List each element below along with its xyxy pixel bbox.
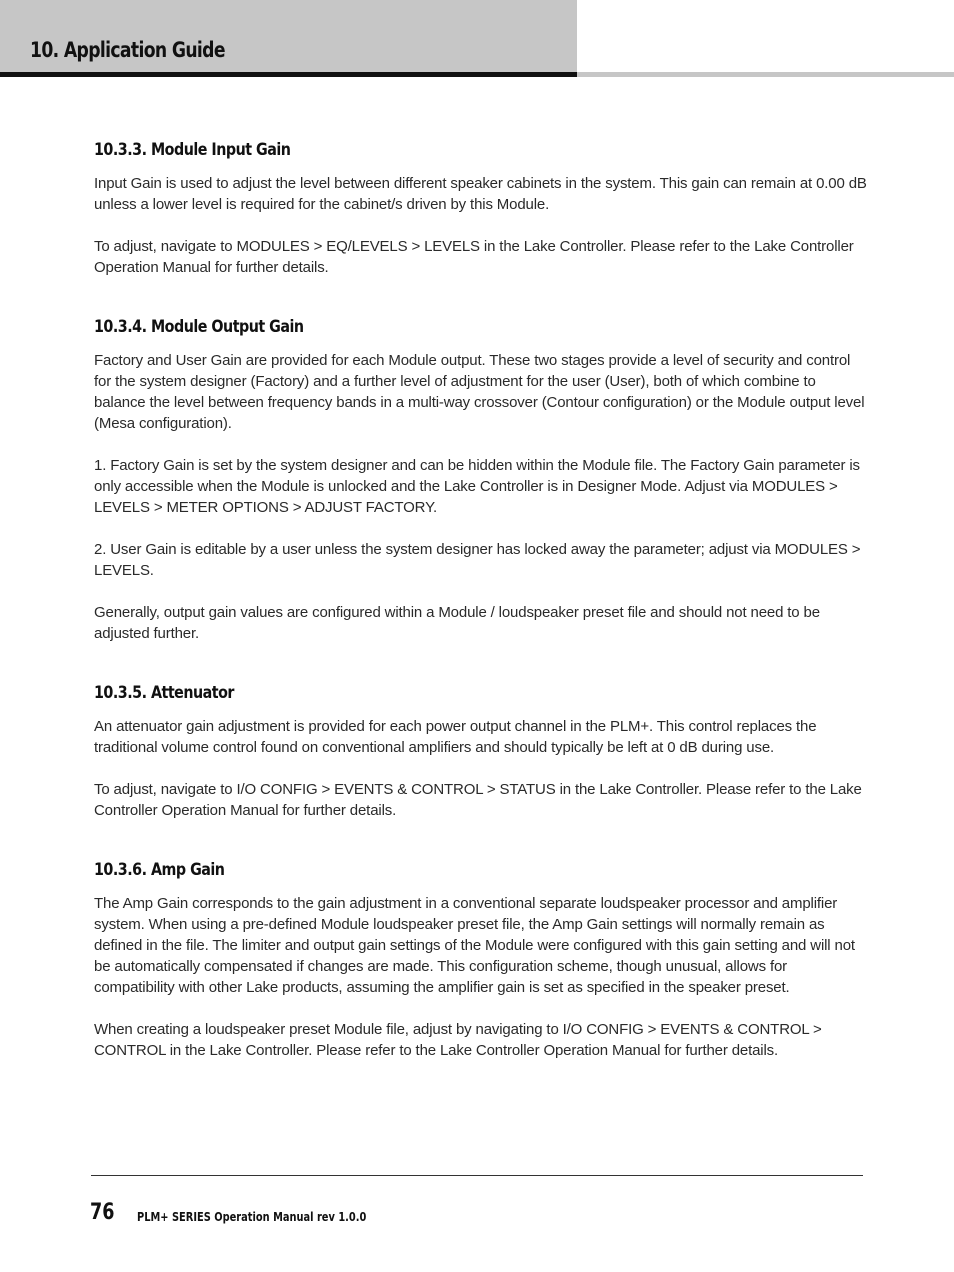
header-rule-dark xyxy=(0,72,577,77)
paragraph: To adjust, navigate to MODULES > EQ/LEVELS > LEVELS in the Lake Controller. Please refer to the Lake Controller Operation Manual for further details. xyxy=(94,238,854,276)
page-content xyxy=(94,139,869,1099)
paragraph: Input Gain is used to adjust the level between different speaker cabinets in the system. This gain can remain at 0.00 dB unless a lower level is required for the cabinet/s driven by this Module. xyxy=(94,175,867,213)
footer-rule xyxy=(91,1175,863,1176)
section-heading: 10.3.4. Module Output Gain xyxy=(94,317,304,337)
section-attenuator xyxy=(94,682,869,821)
section-heading: 10.3.3. Module Input Gain xyxy=(94,140,291,160)
section-module-input-gain xyxy=(94,139,869,278)
section-heading: 10.3.6. Amp Gain xyxy=(94,860,225,880)
paragraph: Generally, output gain values are configured within a Module / loudspeaker preset file and should not need to be adjusted further. xyxy=(94,604,820,642)
header-band xyxy=(0,0,577,73)
paragraph: The Amp Gain corresponds to the gain adjustment in a conventional separate loudspeaker processor and amplifier system. When using a pre-defined Module loudspeaker preset file, the Amp Gain settings will normally remain as defined in the file. The limiter and output gain settings of the Module were configured with this gain setting and will not be automatically compensated if changes are made. This configuration scheme, though unusual, allows for compatibility with other Lake products, assuming the amplifier gain is set as specified in the speaker preset. xyxy=(94,895,855,996)
section-module-output-gain xyxy=(94,316,869,644)
section-amp-gain xyxy=(94,859,869,1061)
manual-title: PLM+ SERIES Operation Manual rev 1.0.0 xyxy=(137,1210,367,1224)
section-heading: 10.3.5. Attenuator xyxy=(94,683,234,703)
paragraph: 2. User Gain is editable by a user unless the system designer has locked away the parameter; adjust via MODULES > LEVELS. xyxy=(94,541,861,579)
header-rule-light xyxy=(577,72,954,77)
paragraph: Factory and User Gain are provided for each Module output. These two stages provide a level of security and control for the system designer (Factory) and a further level of adjustment for the user (User), both of which combine to balance the level between frequency bands in a multi-way crossover (Contour configuration) or the Module output level (Mesa configuration). xyxy=(94,352,865,432)
page-number: 76 xyxy=(90,1200,115,1225)
paragraph: To adjust, navigate to I/O CONFIG > EVENTS & CONTROL > STATUS in the Lake Controller. Please refer to the Lake Controller Operation Manual for further details. xyxy=(94,781,862,819)
paragraph: When creating a loudspeaker preset Module file, adjust by navigating to I/O CONFIG > EVENTS & CONTROL > CONTROL in the Lake Controller. Please refer to the Lake Controller Operation Manual for further details. xyxy=(94,1021,822,1059)
paragraph: 1. Factory Gain is set by the system designer and can be hidden within the Module file. The Factory Gain parameter is only accessible when the Module is unlocked and the Lake Controller is in Designer Mode. Adjust via MODULES > LEVELS > METER OPTIONS > ADJUST FACTORY. xyxy=(94,457,860,516)
paragraph: An attenuator gain adjustment is provided for each power output channel in the PLM+. This control replaces the traditional volume control found on conventional amplifiers and should typically be left at 0 dB during use. xyxy=(94,718,817,756)
chapter-title: 10. Application Guide xyxy=(30,38,225,62)
